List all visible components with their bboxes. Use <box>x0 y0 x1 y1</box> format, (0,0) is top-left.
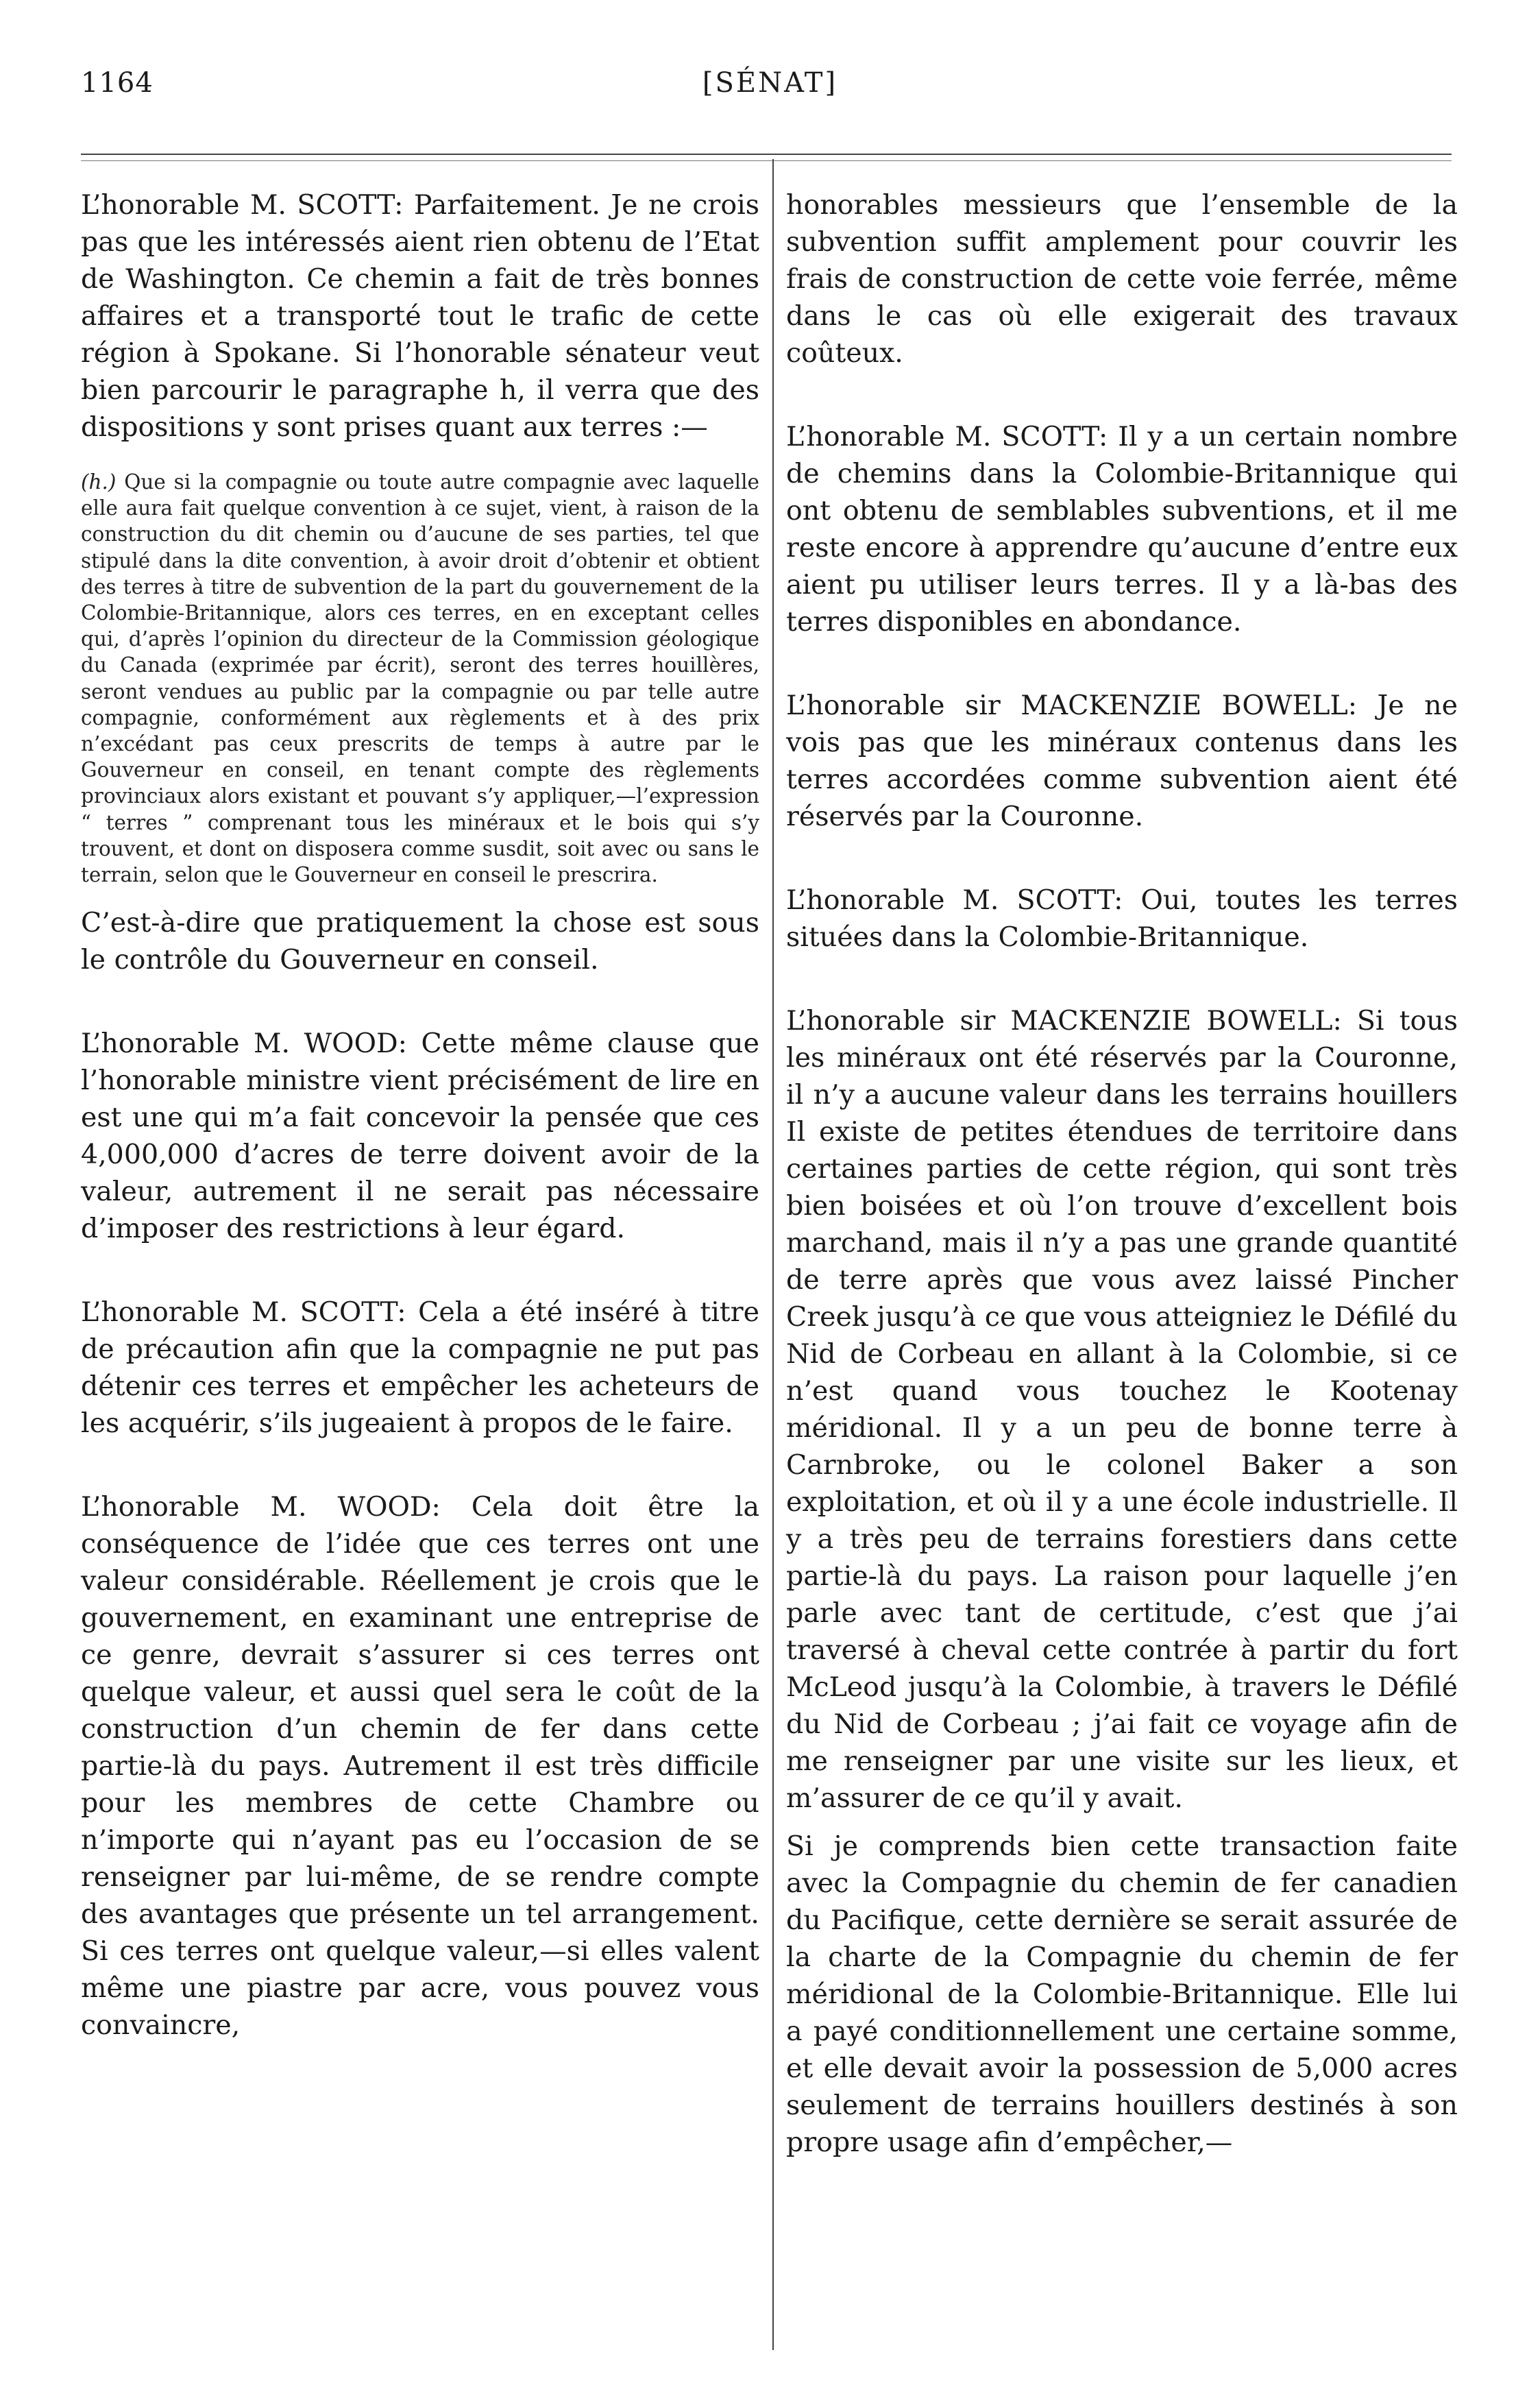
running-head: [SÉNAT] <box>702 67 838 99</box>
header-rule-secondary <box>81 160 1452 161</box>
paragraph-scott-precaution: L’honorable M. SCOTT: Cela a été inséré à titre de précaution afin que la compagnie ne put pas détenir ces terres et empêcher les acheteurs de les acquérir, s’ils jugeaient à propos de le faire. <box>81 1296 759 1440</box>
paragraph-continuation: honorables messieurs que l’ensemble de la subvention suffit amplement pour couvrir les frais de construction de cette voie ferrée, même dans le cas où elle exigerait des travaux coûteux. <box>786 189 1458 369</box>
paragraph-bowell-mineraux: L’honorable sir MACKENZIE BOWELL: Je ne vois pas que les minéraux contenus dans les terres accordées comme subvention aient été réservés par la Couronne. <box>786 690 1458 832</box>
right-column <box>786 186 1458 2161</box>
paragraph-bowell-couronne: L’honorable sir MACKENZIE BOWELL: Si tous les minéraux ont été réservés par la Couronne, il n’y a aucune valeur dans les terrains houillers Il existe de petites étendues de territoire dans certaines parties de cette région, qui sont très bien boisées et où l’on trouve d’excellent bois marchand, mais il n’y a pas une grande quantité de terre après que vous avez laissé Pincher Creek jusqu’à ce que vous atteigniez le Défilé du Nid de Corbeau en allant à la Colombie, si ce n’est quand vous touchez le Kootenay méridional. Il y a un peu de bonne terre à Carnbroke, ou le colonel Baker a son exploitation, et où il y a une école industrielle. Il y a très peu de terrains forestiers dans cette partie-là du pays. La raison pour laquelle j’en parle avec tant de certitude, c’est que j’ai traversé à cheval cette contrée à partir du fort McLeod jusqu’à la Colombie, à travers le Défilé du Nid de Corbeau ; j’ai fait ce voyage afin de me renseigner par une visite sur les lieux, et m’assurer de ce qu’il y avait. <box>786 1005 1458 1814</box>
paragraph-wood-clause: L’honorable M. WOOD: Cette même clause que l’honorable ministre vient précisément de lire en est une qui m’a fait concevoir la pensée que ces 4,000,000 d’acres de terre doivent avoir de la valeur, autrement il ne serait pas nécessaire d’imposer des restrictions à leur égard. <box>81 1028 759 1245</box>
clause-text: Que si la compagnie ou toute autre compagnie avec laquelle elle aura fait quelque convention à ce sujet, vient, à raison de la construction du dit chemin ou d’aucune de ses parties, tel que stipulé dans la dite convention, à avoir droit d’obtenir et obtient des terres à titre de subvention de la part du gouvernement de la Colombie-Britannique, alors ces terres, en en exceptant celles qui, d’après l’opinion du directeur de la Commission géologique du Canada (exprimée par écrit), seront des terres houillères, seront vendues au public par la compagnie ou par telle autre compagnie, conformément aux règlements et à des prix n’excédant pas ceux prescrits de temps à autre par le Gouverneur en conseil, en tenant compte des règlements provinciaux alors existant et pouvant s’y appliquer,—l’expression “ terres ” comprenant tous les minéraux et le bois qui s’y trouvent, et dont on disposera comme susdit, soit avec ou sans le terrain, selon que le Gouverneur en conseil le prescrira. <box>81 470 759 887</box>
paragraph-scott-oui: L’honorable M. SCOTT: Oui, toutes les terres situées dans la Colombie-Britannique. <box>786 884 1458 953</box>
column-divider <box>772 159 774 2350</box>
quoted-clause-h <box>81 469 759 888</box>
clause-label: (h.) <box>81 470 117 494</box>
paragraph-scott-parfaitement: L’honorable M. SCOTT: Parfaitement. Je ne crois pas que les intéressés aient rien obtenu de l’Etat de Washington. Ce chemin a fait de très bonnes affaires et a transporté tout le trafic de cette région à Spokane. Si l’honorable sénateur veut bien parcourir le paragraphe h, il verra que des dispositions y sont prises quant aux terres :— <box>81 189 759 443</box>
page-number: 1164 <box>81 67 154 99</box>
header-rule <box>81 154 1452 155</box>
paragraph-transaction: Si je comprends bien cette transaction faite avec la Compagnie du chemin de fer canadien du Pacifique, cette dernière se serait assurée de la charte de la Compagnie du chemin de fer méridional de la Colombie-Britannique. Elle lui a payé conditionnellement une certaine somme, et elle devait avoir la possession de 5,000 acres seulement de terrains houillers destinés à son propre usage afin d’empêcher,— <box>786 1830 1458 2158</box>
paragraph-controle: C’est-à-dire que pratiquement la chose est sous le contrôle du Gouverneur en conseil. <box>81 907 759 976</box>
left-column <box>81 186 759 2044</box>
paragraph-scott-chemins: L’honorable M. SCOTT: Il y a un certain nombre de chemins dans la Colombie-Britannique qui ont obtenu de semblables subventions, et il me reste encore à apprendre qu’aucune d’entre eux aient pu utiliser leurs terres. Il y a là-bas des terres disponibles en abondance. <box>786 421 1458 638</box>
paragraph-wood-consequence: L’honorable M. WOOD: Cela doit être la conséquence de l’idée que ces terres ont une valeur considérable. Réellement je crois que le gouvernement, en examinant une entreprise de ce genre, devrait s’assurer si ces terres ont quelque valeur, et aussi quel sera le coût de la construction d’un chemin de fer dans cette partie-là du pays. Autrement il est très difficile pour les membres de cette Chambre ou n’importe qui n’ayant pas eu l’occasion de se renseigner par lui-même, de se rendre compte des avantages que présente un tel arrangement. Si ces terres ont quelque valeur,—si elles valent même une piastre par acre, vous pouvez vous convaincre, <box>81 1491 759 2042</box>
page-header <box>0 67 1540 108</box>
